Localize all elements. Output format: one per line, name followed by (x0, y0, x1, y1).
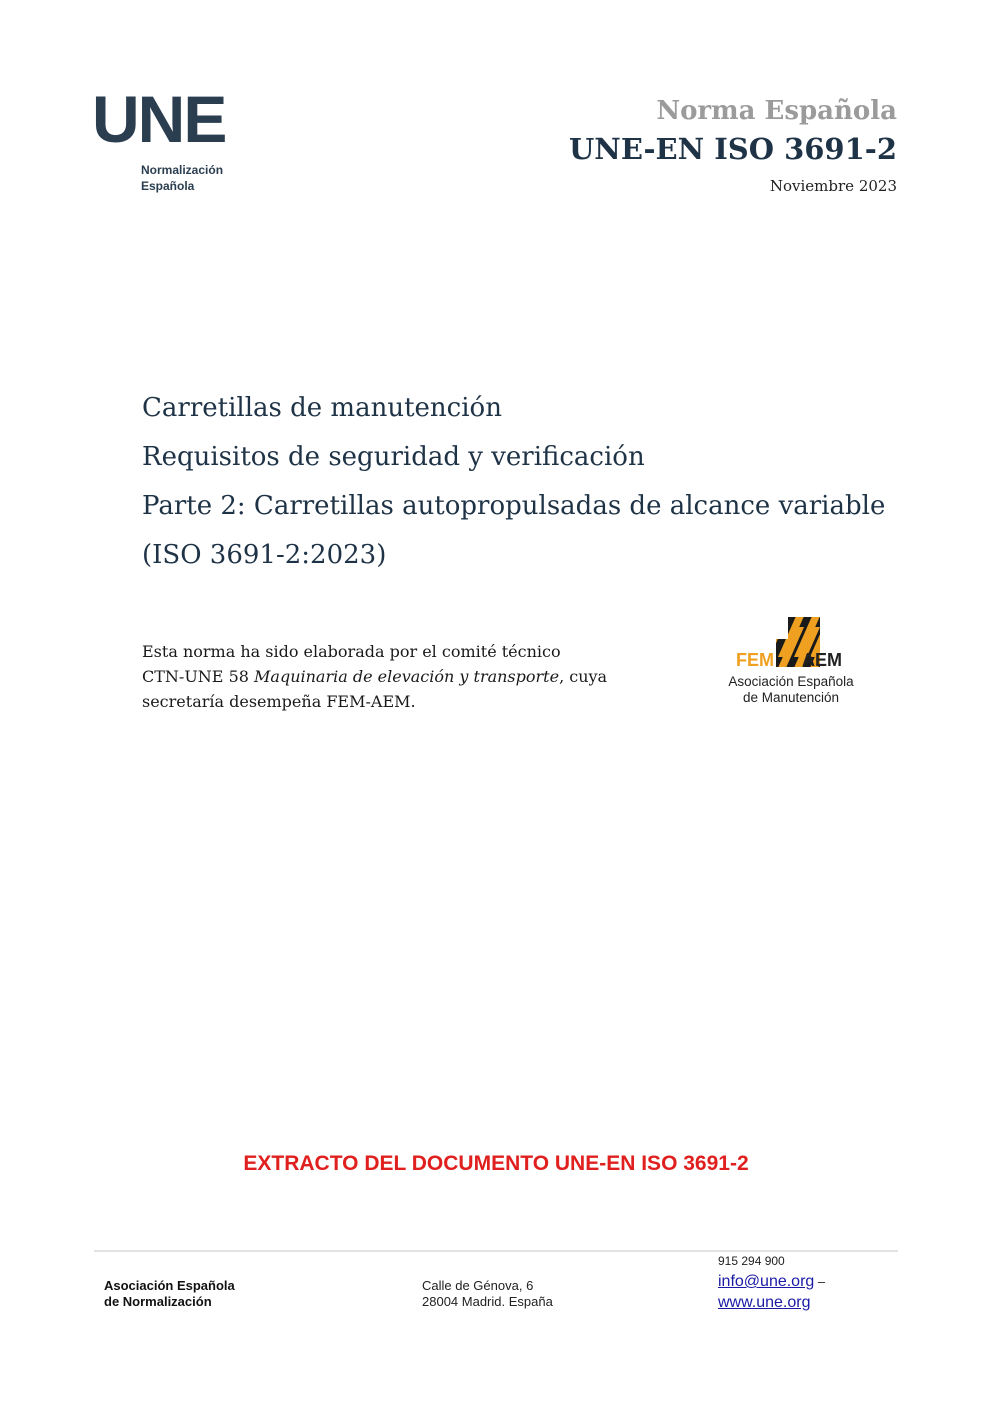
committee-line-2 (142, 664, 642, 689)
une-logo-subtitle-line1: Normalización (141, 163, 224, 177)
footer-website-row (718, 1292, 825, 1313)
footer-separator: – (814, 1274, 826, 1289)
footer-email-link[interactable]: info@une.org (718, 1273, 815, 1290)
une-logo-subtitle (141, 162, 223, 194)
extract-notice: EXTRACTO DEL DOCUMENTO UNE-EN ISO 3691-2 (243, 1152, 749, 1175)
une-logo-subtitle-line2: Española (141, 179, 195, 193)
fem-wordmark: FEM (736, 650, 774, 670)
committee-line-3: secretaría desempeña FEM-AEM. (142, 692, 416, 711)
title-line-4: (ISO 3691-2:2023) (142, 540, 387, 570)
footer-email-row (718, 1271, 825, 1292)
footer-address-line1: Calle de Génova, 6 (422, 1278, 534, 1293)
committee-name: Maquinaria de elevación y transporte (254, 667, 560, 686)
footer-divider (94, 1250, 898, 1252)
standard-code: UNE-EN ISO 3691-2 (569, 132, 897, 166)
footer-address-line2: 28004 Madrid. España (422, 1294, 553, 1309)
footer-org-line1: Asociación Española (104, 1278, 235, 1293)
footer-org-line2: de Normalización (104, 1294, 212, 1309)
committee-line-1: Esta norma ha sido elaborada por el comité técnico (142, 642, 561, 661)
title-line-2: Requisitos de seguridad y verificación (142, 442, 645, 472)
aem-wordmark: AEM (802, 650, 842, 670)
title-line-1: Carretillas de manutención (142, 393, 502, 423)
footer-phone: 915 294 900 (718, 1254, 785, 1268)
footer-address (422, 1278, 553, 1310)
fem-aem-caption-line1: Asociación Española (728, 674, 854, 689)
une-logo-mark: UNE (92, 82, 226, 156)
fem-aem-caption (720, 674, 862, 706)
title-line-3: Parte 2: Carretillas autopropulsadas de alcance variable (142, 491, 886, 521)
publication-date: Noviembre 2023 (769, 177, 897, 195)
fem-aem-logo (720, 617, 870, 712)
footer-website-link[interactable]: www.une.org (718, 1294, 811, 1311)
committee-after-name: , cuya (559, 667, 608, 686)
footer-links (718, 1271, 825, 1313)
une-logo (92, 82, 252, 198)
fem-aem-caption-line2: de Manutención (742, 690, 840, 705)
committee-statement (142, 639, 642, 714)
committee-code: CTN-UNE 58 (142, 667, 249, 686)
fem-aem-wordmark (736, 650, 842, 670)
footer-organization (104, 1278, 235, 1310)
document-title (142, 384, 902, 580)
standard-kind: Norma Española (656, 96, 897, 126)
